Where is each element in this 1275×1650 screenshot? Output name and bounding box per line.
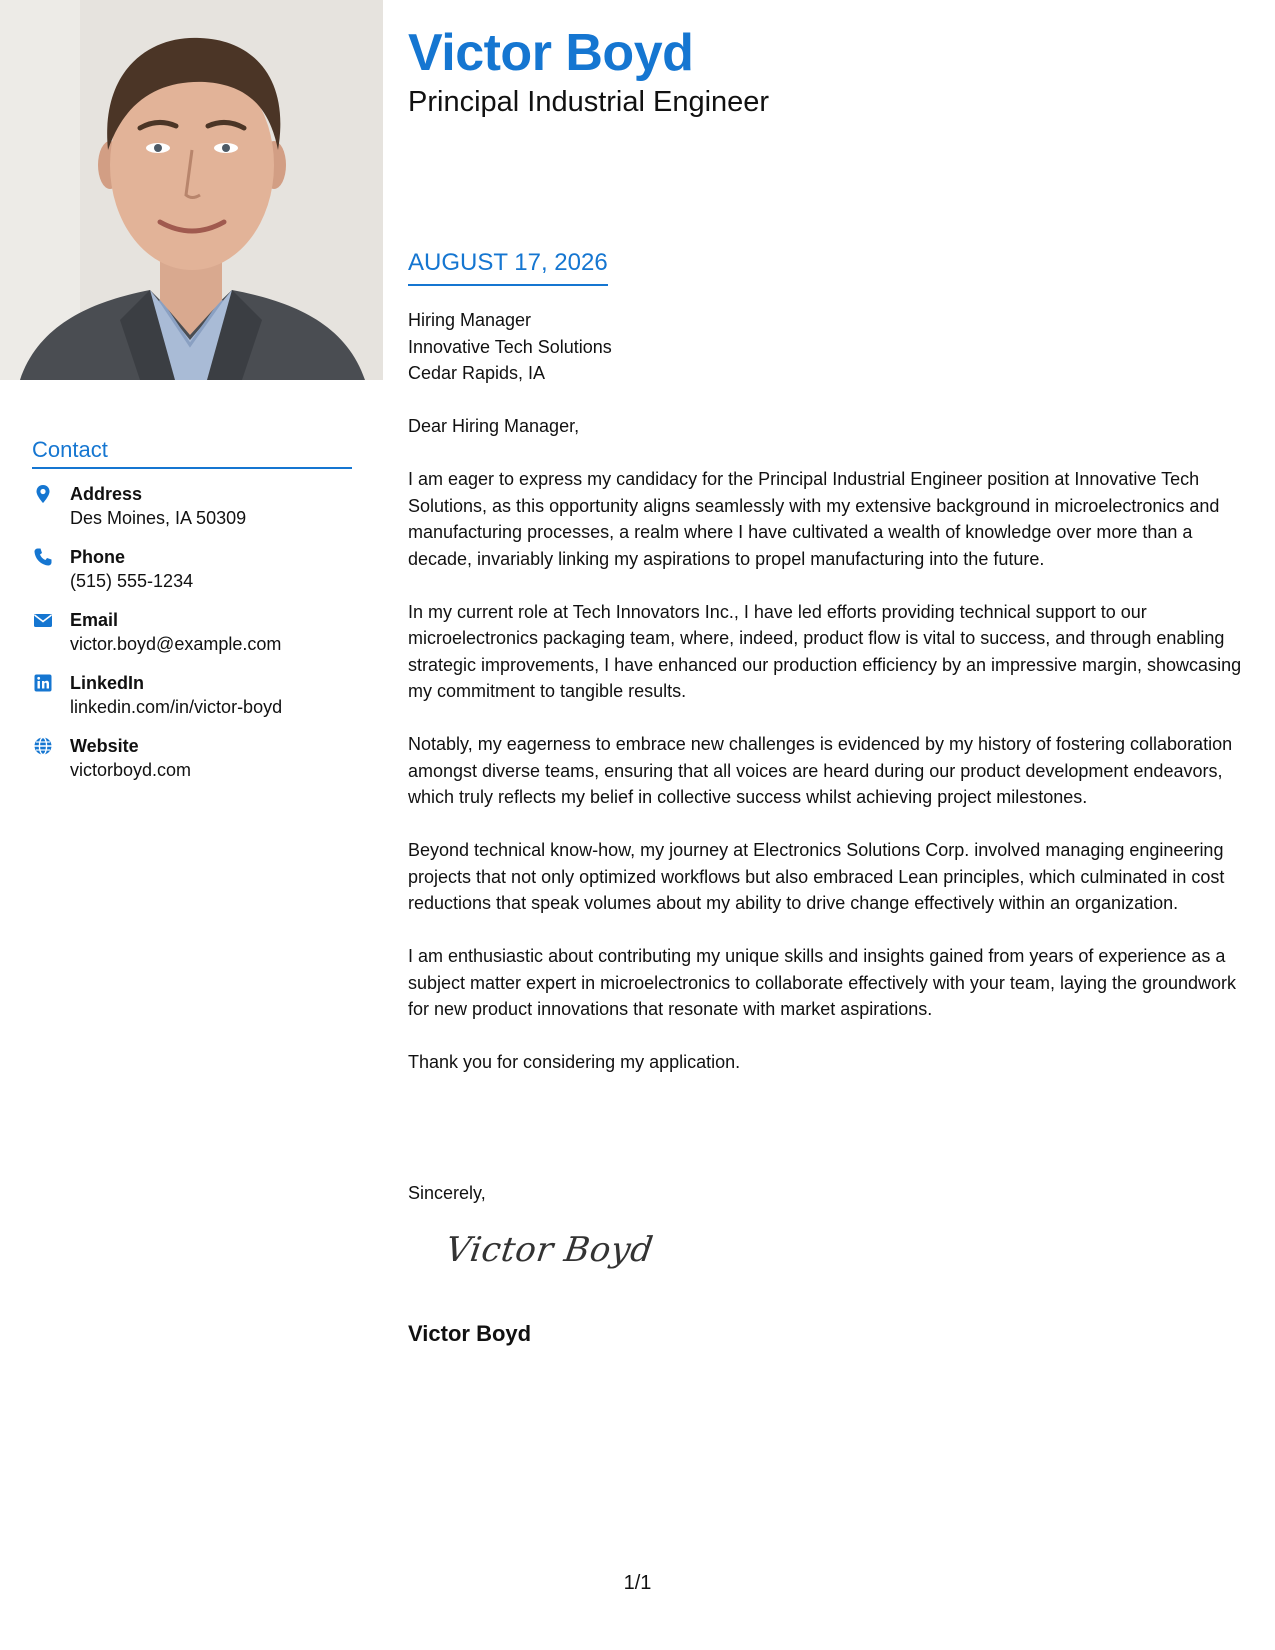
address-value: Des Moines, IA 50309 — [70, 508, 247, 528]
location-pin-icon — [33, 484, 53, 504]
phone-value: (515) 555-1234 — [70, 571, 194, 591]
recipient-block — [408, 307, 612, 387]
applicant-name: Victor Boyd — [408, 24, 694, 82]
salutation: Dear Hiring Manager, — [408, 416, 580, 436]
letter-body — [408, 413, 1250, 1102]
phone-label: Phone — [70, 547, 126, 567]
contact-item-linkedin — [32, 671, 352, 734]
job-title: Principal Industrial Engineer — [408, 86, 770, 118]
contact-item-phone — [32, 545, 352, 608]
letter-paragraph: In my current role at Tech Innovators Inc., I have led efforts providing technical support to our microelectronics packaging team, where, indeed, product flow is vital to success, and through enabling strategic improvements, I have enhanced our production efficiency by an impressive margin, showcasing my commitment to tangible results. — [408, 601, 1242, 701]
linkedin-value[interactable]: linkedin.com/in/victor-boyd — [70, 697, 283, 717]
contact-item-website — [32, 734, 352, 797]
recipient-line: Cedar Rapids, IA — [408, 363, 546, 383]
linkedin-icon — [33, 673, 53, 693]
handwritten-signature: Victor Boyd — [443, 1230, 656, 1270]
portrait-image — [0, 0, 383, 380]
phone-icon — [33, 547, 53, 567]
linkedin-label: LinkedIn — [70, 673, 145, 693]
contact-heading: Contact — [32, 436, 352, 469]
recipient-line: Hiring Manager — [408, 310, 532, 330]
contact-item-address — [32, 482, 352, 545]
envelope-icon — [33, 610, 53, 630]
page-number: 1/1 — [623, 1572, 652, 1594]
letter-paragraph: I am enthusiastic about contributing my unique skills and insights gained from years of experience as a subject matter expert in microelectronics to collaborate effectively with your team, laying the groundwork for new product innovations that resonate with market aspirations. — [408, 946, 1237, 1019]
contact-section — [32, 436, 352, 797]
profile-photo — [0, 0, 383, 380]
letter-paragraph: Notably, my eagerness to embrace new challenges is evidenced by my history of fostering collaboration amongst diverse teams, ensuring that all voices are heard during our product development endeavors, which truly reflects my belief in collective success whilst achieving project milestones. — [408, 734, 1233, 807]
contact-item-email — [32, 608, 352, 671]
address-label: Address — [70, 484, 143, 504]
letter-date: AUGUST 17, 2026 — [408, 248, 608, 286]
closing: Sincerely, — [408, 1183, 486, 1203]
signer-name: Victor Boyd — [408, 1321, 532, 1346]
letter-paragraph: Thank you for considering my application. — [408, 1052, 741, 1072]
email-value[interactable]: victor.boyd@example.com — [70, 634, 282, 654]
globe-icon — [33, 736, 53, 756]
recipient-line: Innovative Tech Solutions — [408, 336, 612, 357]
email-label: Email — [70, 610, 119, 630]
website-value[interactable]: victorboyd.com — [70, 760, 192, 780]
letter-paragraph: Beyond technical know-how, my journey at Electronics Solutions Corp. involved managing engineering projects that not only optimized workflows but also embraced Lean principles, which culminated in cost reductions that speak volumes about my ability to drive change effectively within an organization. — [408, 840, 1225, 913]
letter-paragraph: I am eager to express my candidacy for the Principal Industrial Engineer position at Innovative Tech Solutions, as this opportunity aligns seamlessly with my extensive background in microelectronics and manufacturing processes, a realm where I have cultivated a wealth of knowledge over more than a decade, invariably linking my aspirations to propel manufacturing into the future. — [408, 469, 1220, 569]
website-label: Website — [70, 736, 139, 756]
